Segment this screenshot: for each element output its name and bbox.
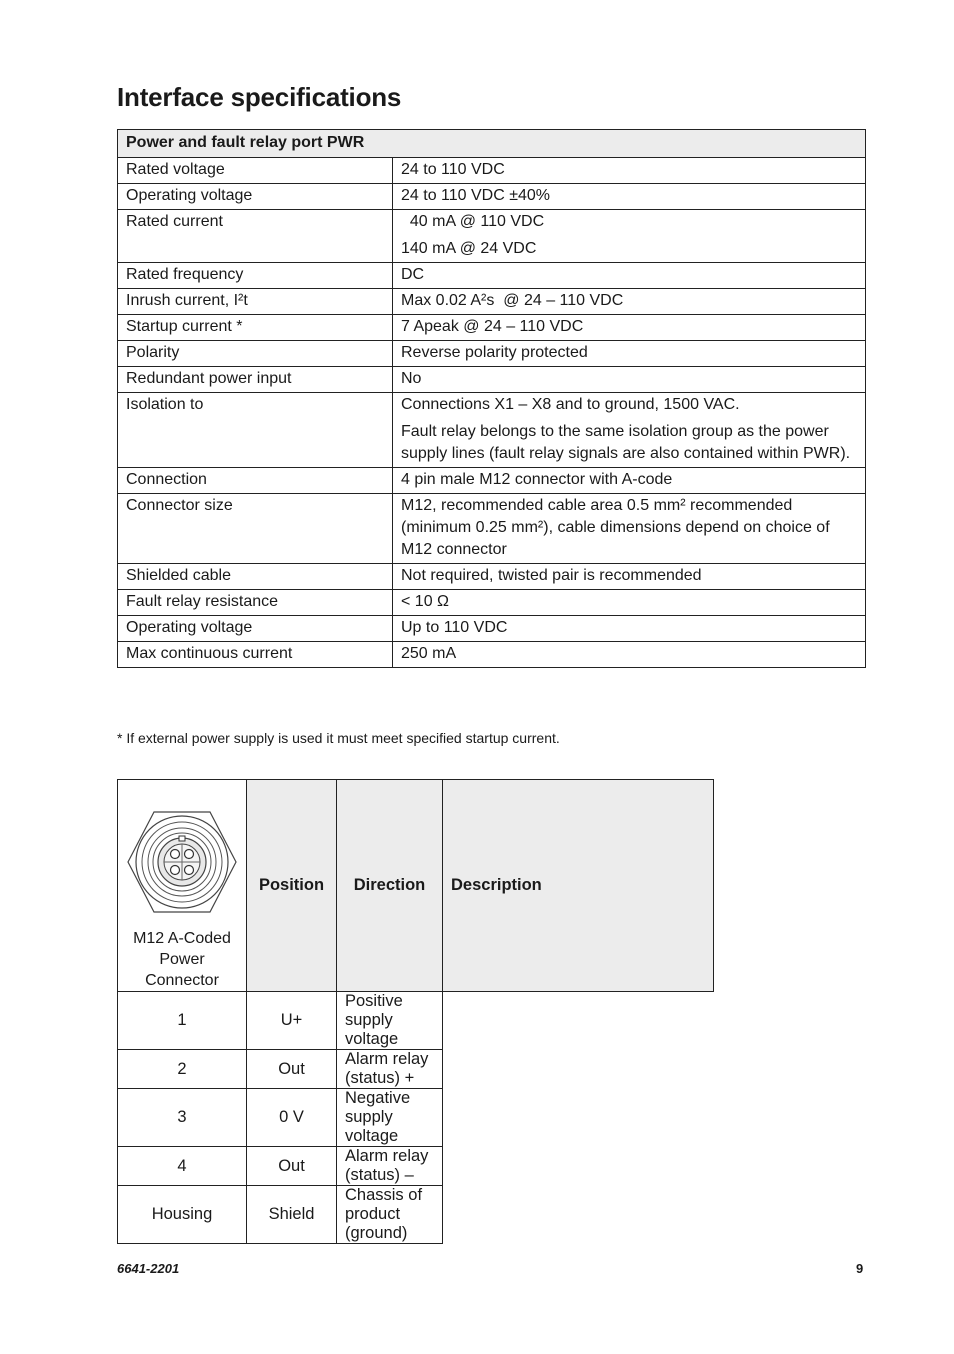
pin-direction: 0 V xyxy=(247,1089,337,1147)
spec-value-line: 24 to 110 VDC xyxy=(401,161,505,178)
spec-row xyxy=(118,184,866,210)
spec-label: Operating voltage xyxy=(118,184,393,210)
document-number: 6641-2201 xyxy=(117,1261,180,1276)
spec-label: Shielded cable xyxy=(118,564,393,590)
spec-value xyxy=(393,210,866,263)
spec-label: Operating voltage xyxy=(118,616,393,642)
spec-value xyxy=(393,393,866,468)
pin-row xyxy=(118,1050,714,1089)
spec-value xyxy=(393,590,866,616)
spec-value-line: DC xyxy=(401,266,425,283)
spec-value xyxy=(393,367,866,393)
pin-row xyxy=(118,1089,714,1147)
spec-label: Fault relay resistance xyxy=(118,590,393,616)
spec-row xyxy=(118,158,866,184)
spec-row xyxy=(118,341,866,367)
spec-label: Rated frequency xyxy=(118,263,393,289)
footnote: * If external power supply is used it must meet specified startup current. xyxy=(117,730,560,746)
spec-value xyxy=(393,564,866,590)
spec-value-line: 24 to 110 VDC ±40% xyxy=(401,187,551,204)
pin-description: Positive supply voltage xyxy=(337,992,443,1050)
spec-row xyxy=(118,393,866,468)
spec-label: Connection xyxy=(118,468,393,494)
spec-label: Isolation to xyxy=(118,393,393,468)
spec-value-line: Not required, twisted pair is recommended xyxy=(401,567,702,584)
spec-row xyxy=(118,315,866,341)
spec-value xyxy=(393,158,866,184)
spec-row xyxy=(118,494,866,564)
page-number: 9 xyxy=(856,1261,864,1276)
spec-value xyxy=(393,315,866,341)
spec-value-line: 7 Apeak @ 24 – 110 VDC xyxy=(401,318,584,335)
pin-description: Negative supply voltage xyxy=(337,1089,443,1147)
spec-row xyxy=(118,564,866,590)
spec-row xyxy=(118,468,866,494)
connector-label: M12 A-Coded Power Connector xyxy=(133,930,231,989)
spec-value-line: Max 0.02 A²s @ 24 – 110 VDC xyxy=(401,292,624,309)
spec-row xyxy=(118,263,866,289)
pin-position: Housing xyxy=(118,1186,247,1244)
spec-row xyxy=(118,367,866,393)
pin-direction: U+ xyxy=(247,992,337,1050)
spec-value xyxy=(393,468,866,494)
spec-value-line: 250 mA xyxy=(401,645,457,662)
pin-direction: Out xyxy=(247,1050,337,1089)
spec-value-line: M12, recommended cable area 0.5 mm² recommended (minimum 0.25 mm²), cable dimensions depend on choice of M12 connector xyxy=(401,497,835,558)
spec-value-line: 4 pin male M12 connector with A-code xyxy=(401,471,673,488)
spec-label: Max continuous current xyxy=(118,642,393,668)
spec-value-line: Connections X1 – X8 and to ground, 1500 VAC. xyxy=(401,396,740,413)
spec-value-line: Reverse polarity protected xyxy=(401,344,588,361)
spec-table-header: Power and fault relay port PWR xyxy=(118,130,866,158)
spec-value-line: 140 mA @ 24 VDC xyxy=(401,240,537,257)
pin-direction: Shield xyxy=(247,1186,337,1244)
pin-position: 3 xyxy=(118,1089,247,1147)
spec-row xyxy=(118,289,866,315)
pin-direction: Out xyxy=(247,1147,337,1186)
spec-value xyxy=(393,494,866,564)
spec-value xyxy=(393,289,866,315)
position-header: Position xyxy=(247,780,337,992)
pin-description: Alarm relay (status) – xyxy=(337,1147,443,1186)
pin-table xyxy=(117,779,714,1244)
spec-table-header-row xyxy=(118,130,866,158)
spec-label: Inrush current, I²t xyxy=(118,289,393,315)
pin-position: 4 xyxy=(118,1147,247,1186)
spec-value-line: 40 mA @ 110 VDC xyxy=(401,213,545,230)
spec-label: Rated current xyxy=(118,210,393,263)
spec-row xyxy=(118,642,866,668)
spec-value-line: No xyxy=(401,370,422,387)
pin-row xyxy=(118,1186,714,1244)
pin-description: Chassis of product (ground) xyxy=(337,1186,443,1244)
page-title: Interface specifications xyxy=(117,82,402,112)
m12-connector-icon xyxy=(126,810,238,914)
description-header: Description xyxy=(443,780,714,992)
spec-row xyxy=(118,210,866,263)
spec-value xyxy=(393,616,866,642)
spec-table xyxy=(117,129,866,668)
spec-value xyxy=(393,184,866,210)
direction-header: Direction xyxy=(337,780,443,992)
spec-value-line: Fault relay belongs to the same isolation group as the power supply lines (fault relay signals are also contained within PWR). xyxy=(401,423,851,462)
spec-label: Rated voltage xyxy=(118,158,393,184)
spec-value xyxy=(393,642,866,668)
spec-value xyxy=(393,341,866,367)
spec-label: Polarity xyxy=(118,341,393,367)
spec-value-line: < 10 Ω xyxy=(401,593,449,610)
connector-cell xyxy=(118,780,247,992)
pin-position: 2 xyxy=(118,1050,247,1089)
pin-description: Alarm relay (status) + xyxy=(337,1050,443,1089)
spec-row xyxy=(118,616,866,642)
spec-value xyxy=(393,263,866,289)
pin-row xyxy=(118,992,714,1050)
spec-label: Startup current * xyxy=(118,315,393,341)
spec-label: Connector size xyxy=(118,494,393,564)
pin-row xyxy=(118,1147,714,1186)
spec-value-line: Up to 110 VDC xyxy=(401,619,508,636)
pin-position: 1 xyxy=(118,992,247,1050)
spec-label: Redundant power input xyxy=(118,367,393,393)
spec-row xyxy=(118,590,866,616)
pin-table-header-row xyxy=(118,780,714,992)
